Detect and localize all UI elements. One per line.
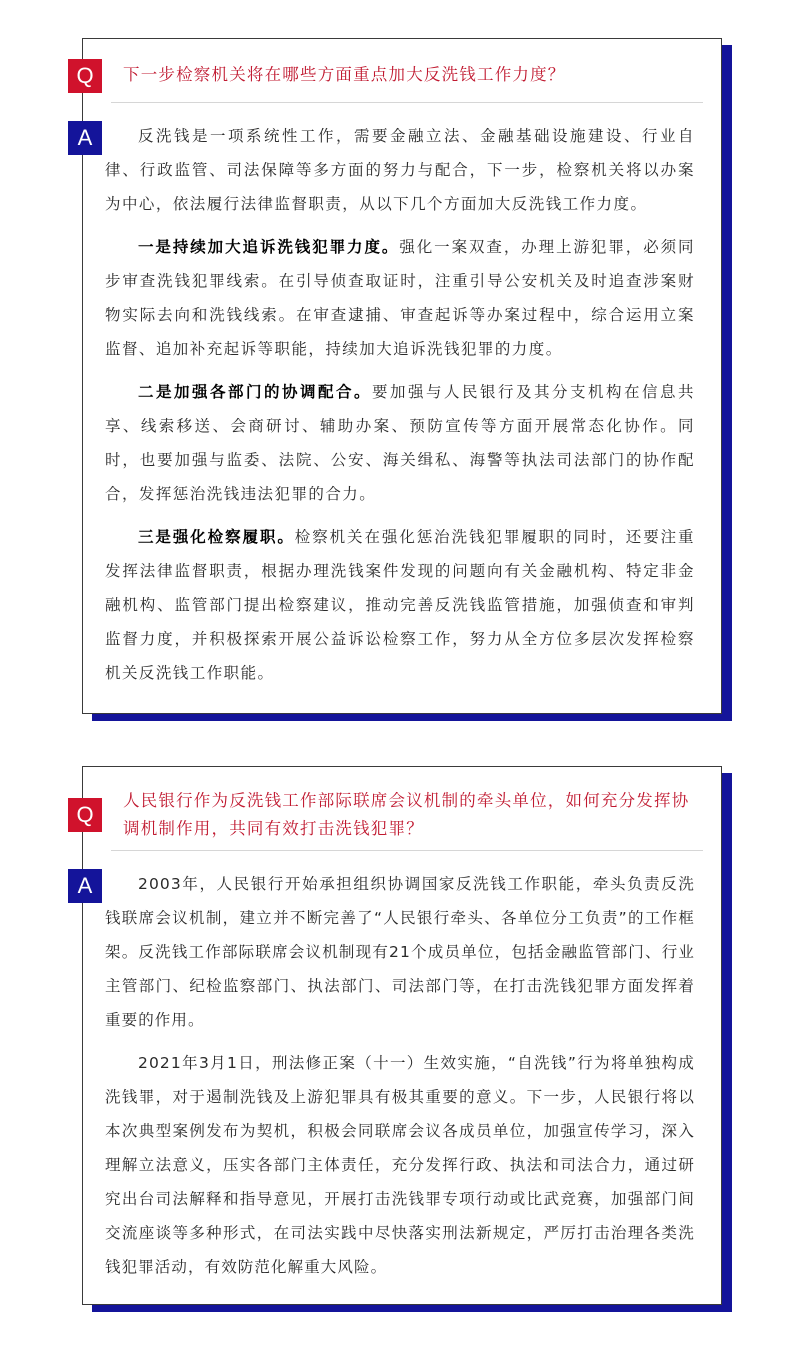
question-badge: Q xyxy=(68,798,102,832)
answer-paragraph xyxy=(105,375,695,511)
answer-paragraph xyxy=(105,230,695,366)
answer-paragraph xyxy=(105,1046,695,1284)
answer-body xyxy=(105,119,695,699)
paragraph-lead: 三是强化检察履职。 xyxy=(138,528,295,546)
paragraph-text: 反洗钱是一项系统性工作，需要金融立法、金融基础设施建设、行业自律、行政监管、司法保障等多方面的努力与配合，下一步，检察机关将以办案为中心，依法履行法律监督职责，从以下几个方面加大反洗钱工作力度。 xyxy=(105,127,695,213)
paragraph-text: 2003年，人民银行开始承担组织协调国家反洗钱工作职能，牵头负责反洗钱联席会议机制，建立并不断完善了“人民银行牵头、各单位分工负责”的工作框架。反洗钱工作部际联席会议机制现有21个成员单位，包括金融监管部门、行业主管部门、纪检监察部门、执法部门、司法部门等，在打击洗钱犯罪方面发挥着重要的作用。 xyxy=(105,875,695,1029)
answer-paragraph xyxy=(105,520,695,690)
card-panel xyxy=(76,38,722,714)
paragraph-lead: 一是持续加大追诉洗钱犯罪力度。 xyxy=(138,238,400,256)
paragraph-text: 检察机关在强化惩治洗钱犯罪履职的同时，还要注重发挥法律监督职责，根据办理洗钱案件发现的问题向有关金融机构、特定非金融机构、监管部门提出检察建议，推动完善反洗钱监管措施，加强侦查和审判监督力度，并积极探索开展公益诉讼检察工作，努力从全方位多层次发挥检察机关反洗钱工作职能。 xyxy=(105,528,695,682)
card-panel xyxy=(76,766,722,1305)
paragraph-text: 强化一案双查，办理上游犯罪，必须同步审查洗钱犯罪线索。在引导侦查取证时，注重引导公安机关及时追查涉案财物实际去向和洗钱线索。在审查逮捕、审查起诉等办案过程中，综合运用立案监督、追加补充起诉等职能，持续加大追诉洗钱犯罪的力度。 xyxy=(105,238,695,358)
answer-paragraph xyxy=(105,119,695,221)
paragraph-lead: 二是加强各部门的协调配合。 xyxy=(138,383,373,401)
question-text: 人民银行作为反洗钱工作部际联席会议机制的牵头单位，如何充分发挥协调机制作用，共同有效打击洗钱犯罪？ xyxy=(123,791,690,838)
question-badge: Q xyxy=(68,59,102,93)
answer-body xyxy=(105,867,695,1293)
answer-paragraph xyxy=(105,867,695,1037)
answer-badge: A xyxy=(68,121,102,155)
answer-badge: A xyxy=(68,869,102,903)
paragraph-text: 要加强与人民银行及其分支机构在信息共享、线索移送、会商研讨、辅助办案、预防宣传等方面开展常态化协作。同时，也要加强与监委、法院、公安、海关缉私、海警等执法司法部门的协作配合，发挥惩治洗钱违法犯罪的合力。 xyxy=(105,383,695,503)
qa-card-1 xyxy=(76,38,732,721)
divider xyxy=(111,102,703,103)
divider xyxy=(111,850,703,851)
paragraph-text: 2021年3月1日，刑法修正案（十一）生效实施，“自洗钱”行为将单独构成洗钱罪，对于遏制洗钱及上游犯罪具有极其重要的意义。下一步，人民银行将以本次典型案例发布为契机，积极会同联席会议各成员单位，加强宣传学习，深入理解立法意义，压实各部门主体责任，充分发挥行政、执法和司法合力，通过研究出台司法解释和指导意见，开展打击洗钱罪专项行动或比武竞赛，加强部门间交流座谈等多种形式，在司法实践中尽快落实刑法新规定，严厉打击治理各类洗钱犯罪活动，有效防范化解重大风险。 xyxy=(105,1054,695,1276)
qa-card-2 xyxy=(76,766,732,1312)
question-text: 下一步检察机关将在哪些方面重点加大反洗钱工作力度？ xyxy=(123,65,566,84)
